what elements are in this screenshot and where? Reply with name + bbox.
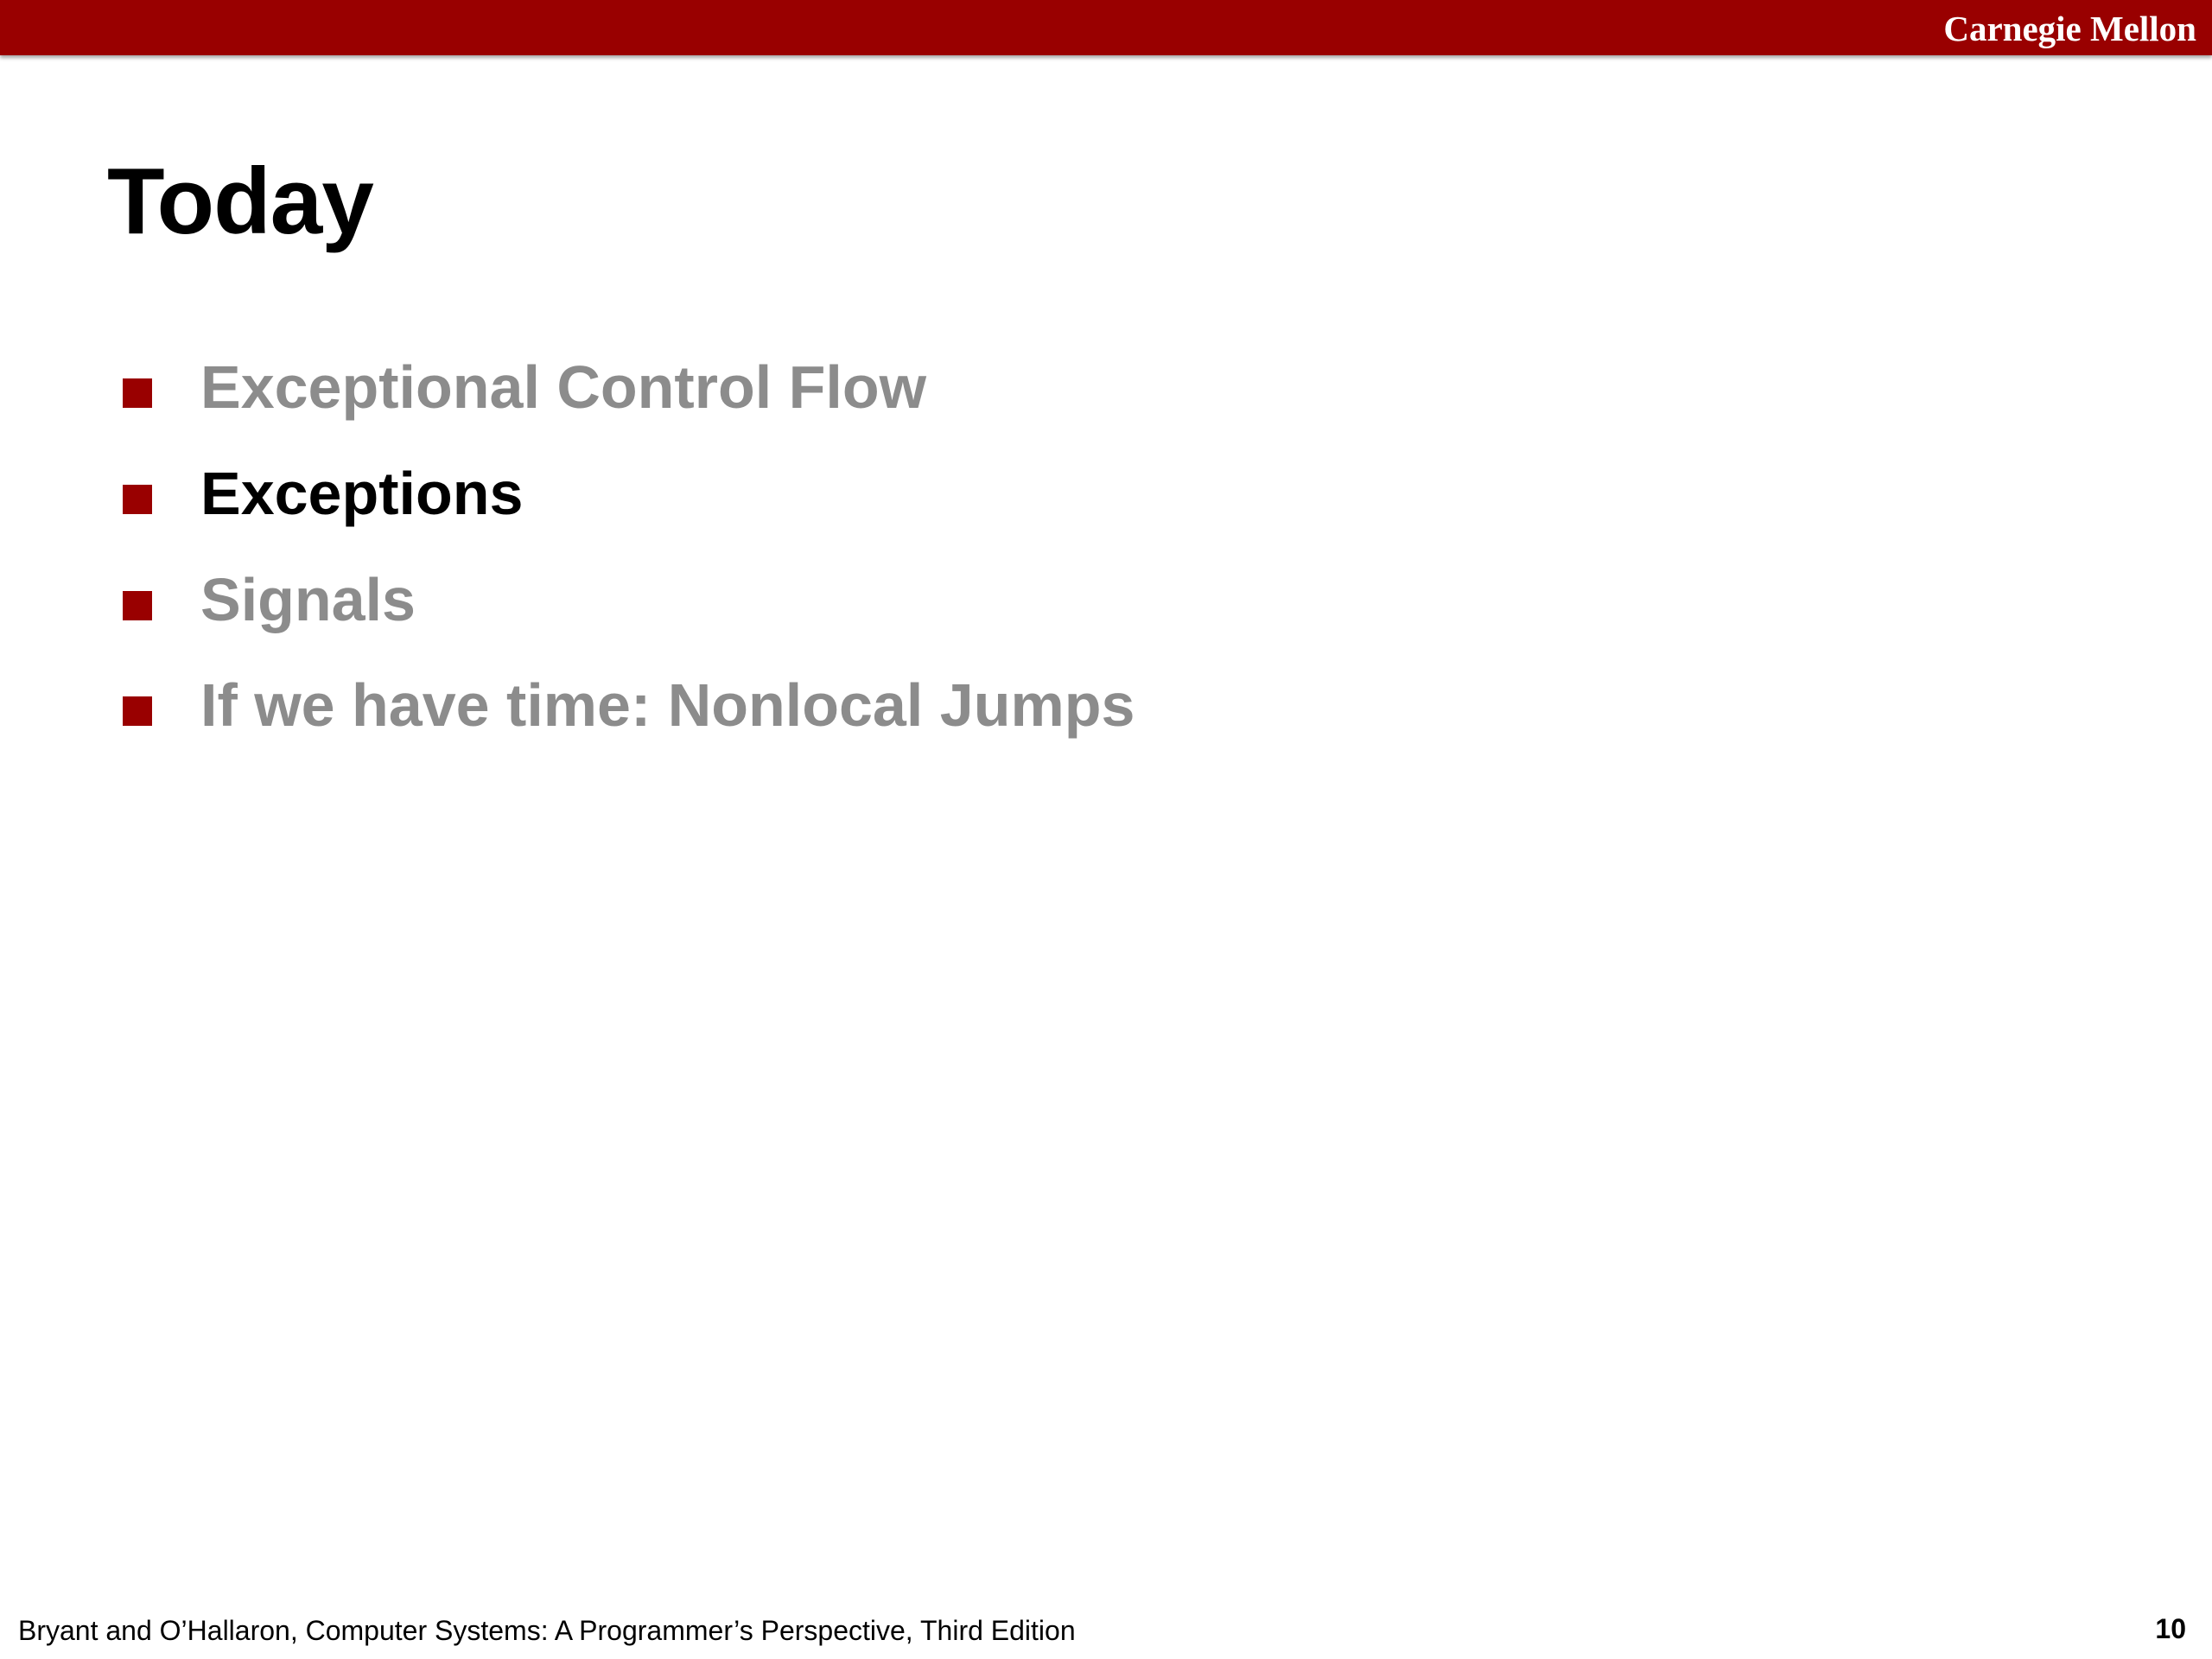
bullet-square-icon xyxy=(123,378,152,408)
bullet-text: If we have time: Nonlocal Jumps xyxy=(200,671,1135,739)
brand-label: Carnegie Mellon xyxy=(1943,9,2196,48)
footer-credit: Bryant and O’Hallaron, Computer Systems: A Programmer’s Perspective, Third Edition xyxy=(18,1615,1076,1646)
header-bar xyxy=(0,0,2212,55)
bullet-item-nonlocal-jumps xyxy=(119,662,1502,748)
bullet-item-exceptions xyxy=(119,450,1502,537)
slide-title: Today xyxy=(107,149,373,254)
bullet-text: Exceptional Control Flow xyxy=(200,353,927,421)
bullet-square-icon xyxy=(123,696,152,726)
bullet-item-signals xyxy=(119,556,1502,643)
bullet-square-icon xyxy=(123,485,152,514)
bullet-item-exceptional-control-flow xyxy=(119,344,1502,430)
bullet-text: Signals xyxy=(200,566,416,633)
bullet-text: Exceptions xyxy=(200,460,524,527)
page-number: 10 xyxy=(2155,1613,2186,1644)
bullet-square-icon xyxy=(123,591,152,620)
